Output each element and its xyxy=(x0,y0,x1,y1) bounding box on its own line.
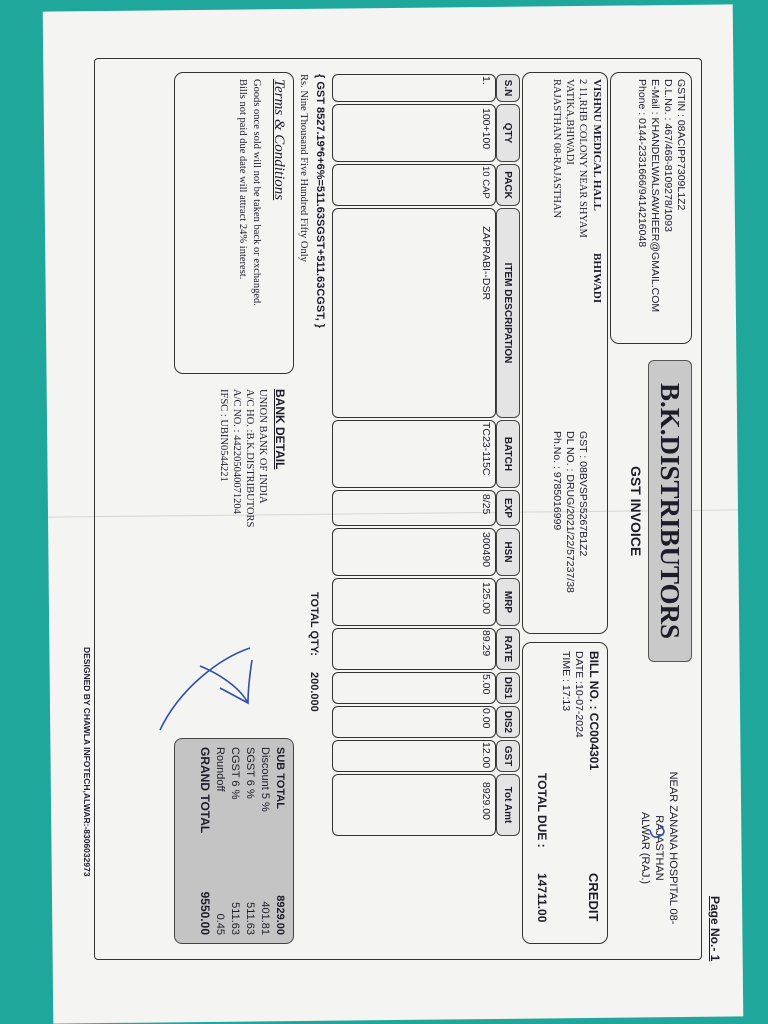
terms-line: Bills not paid due date will attract 24% interest. xyxy=(237,79,248,280)
bill-date: DATE :10-07-2024 xyxy=(573,651,585,738)
summary-value: 9550.00 xyxy=(198,891,212,935)
bank-detail-box xyxy=(174,382,294,584)
col-header-pack: PACK xyxy=(496,164,520,206)
col-box xyxy=(332,578,496,626)
col-box xyxy=(332,740,496,772)
summary-values xyxy=(197,892,287,935)
invoice-document xyxy=(80,48,720,990)
col-header-batch: BATCH xyxy=(496,420,520,488)
row-rate: 89.29 xyxy=(480,630,492,657)
col-header-sn: S.N xyxy=(496,74,520,102)
bank-line: IFSC : UBIN0544221 xyxy=(218,389,229,482)
summary-value: 511.63 xyxy=(244,902,256,935)
summary-label: SGST 6 % xyxy=(244,747,256,799)
company-address-line: ALWAR (RAJ.) xyxy=(639,811,651,885)
summary-label: Discount 5 % xyxy=(259,747,271,812)
col-box xyxy=(332,490,496,526)
bank-line: UNION BANK OF INDIA xyxy=(257,389,268,504)
terms-box xyxy=(174,72,294,374)
row-qty: 100+100 xyxy=(480,108,492,150)
company-dl-no: D.L.No. : 467/468-8109278/1093 xyxy=(662,79,674,232)
company-gstin: GSTIN : 08ACIPP7309L1Z2 xyxy=(675,79,687,211)
bill-time: TIME : 17:13 xyxy=(560,651,572,712)
row-item: ZAPRABI--DSR xyxy=(480,226,492,301)
col-box xyxy=(332,774,496,836)
page-number: Page No.- 1 xyxy=(708,896,722,962)
company-address-line: NEAR ZANANA HOSPITAL 08- xyxy=(667,771,679,925)
bank-detail-title: BANK DETAIL xyxy=(273,389,287,470)
col-box xyxy=(332,104,496,162)
customer-gst: GST : 08BVSPS5267B1Z2 xyxy=(577,431,589,557)
row-hsn: 300490 xyxy=(480,532,492,568)
col-box xyxy=(332,164,496,206)
company-phone: Phone : 0144-2331666/9414216048 xyxy=(636,79,648,248)
summary-label: CGST 6 % xyxy=(229,747,241,800)
summary-value: 0.45 xyxy=(214,913,226,935)
summary-label: SUB TOTAL xyxy=(274,747,286,809)
col-box xyxy=(332,528,496,576)
summary-label: Roundoff xyxy=(214,747,226,792)
company-name: B.K.DISTRIBUTORS xyxy=(655,382,686,640)
company-address-line: RAJASTHAN xyxy=(653,815,665,881)
col-header-tot-amt: Tot Amt xyxy=(496,774,520,836)
col-header-hsn: HSN xyxy=(496,528,520,576)
summary-value: 511.63 xyxy=(229,902,241,935)
gst-breakup: { GST 8527.19*6+6%=511.63SGST+511.63CGST, } xyxy=(314,74,326,329)
col-box xyxy=(332,74,496,102)
invoice-type-title: GST INVOICE xyxy=(628,466,644,557)
customer-ph-no: Ph.No. : 9785016999 xyxy=(551,431,563,531)
row-gst: 12.00 xyxy=(480,742,492,769)
col-box xyxy=(332,672,496,704)
summary-labels xyxy=(197,747,287,833)
bank-line: A/C HO. :B.K.DISTRIBUTORS xyxy=(244,389,255,528)
col-header-gst: GST xyxy=(496,740,520,772)
total-due-label: TOTAL DUE : xyxy=(535,773,549,848)
customer-address-line: VATIKA,BHIWADI xyxy=(564,79,575,165)
col-box xyxy=(332,420,496,488)
designer-footer: DESIGNED BY CHAWLA INFOTECH,ALWAR:-8306032973 xyxy=(82,644,92,880)
company-email: E-Mail : KHANDELWALSAWHEER@GMAIL.COM xyxy=(649,79,661,313)
terms-title: Terms & Conditions xyxy=(271,79,287,201)
row-dis1: 5.00 xyxy=(480,674,492,695)
summary-value: 8929.00 xyxy=(274,895,286,935)
terms-line: Goods once sold will not be taken back or exchanged. xyxy=(251,79,262,306)
row-mrp: 125.00 xyxy=(480,582,492,615)
bill-type: CREDIT xyxy=(586,873,601,922)
total-qty-value: 200.000 xyxy=(308,672,320,712)
customer-address-line: 2 11,RHB COLONY NEAR SHYAM xyxy=(577,79,588,238)
bill-number: BILL NO. : CC004301 xyxy=(587,651,601,771)
total-qty-label: TOTAL QTY: xyxy=(308,592,320,656)
col-box xyxy=(332,706,496,738)
col-header-dis2: DIS2 xyxy=(496,706,520,738)
customer-city: BHIWADI xyxy=(591,253,603,304)
col-box xyxy=(332,208,496,418)
row-exp: 8/25 xyxy=(480,494,492,515)
summary-label: GRAND TOTAL xyxy=(198,747,212,834)
amount-in-words: Rs. Nine Thousand Five Hundred Fifty Only xyxy=(298,74,309,262)
col-header-exp: EXP xyxy=(496,490,520,526)
col-box xyxy=(332,628,496,670)
summary-box xyxy=(174,738,294,944)
bank-line: A/C NO. : 442205040071204 xyxy=(231,389,242,514)
total-due-value: 14711.00 xyxy=(535,873,549,923)
customer-dl-no: DL NO. : DRUG/2021/22/57237/38 xyxy=(564,431,576,593)
col-header-rate: RATE xyxy=(496,628,520,670)
customer-address-line: RAJASTHAN 08-RAJASTHAN xyxy=(551,79,562,219)
row-pack: 10 CAP xyxy=(480,166,491,199)
row-batch: TC23-115C xyxy=(480,422,492,476)
col-header-item: ITEM DESCRIPATION xyxy=(496,208,520,418)
col-header-mrp: MRP xyxy=(496,578,520,626)
row-tot-amt: 8929.00 xyxy=(480,782,492,820)
summary-value: 401.81 xyxy=(259,901,271,935)
row-sn: 1. xyxy=(480,76,492,85)
col-header-dis1: DIS1 xyxy=(496,672,520,704)
col-header-qty: QTY xyxy=(496,104,520,162)
customer-name: VISHNU MEDICAL HALL xyxy=(591,79,603,212)
row-dis2: 0.00 xyxy=(480,708,492,729)
